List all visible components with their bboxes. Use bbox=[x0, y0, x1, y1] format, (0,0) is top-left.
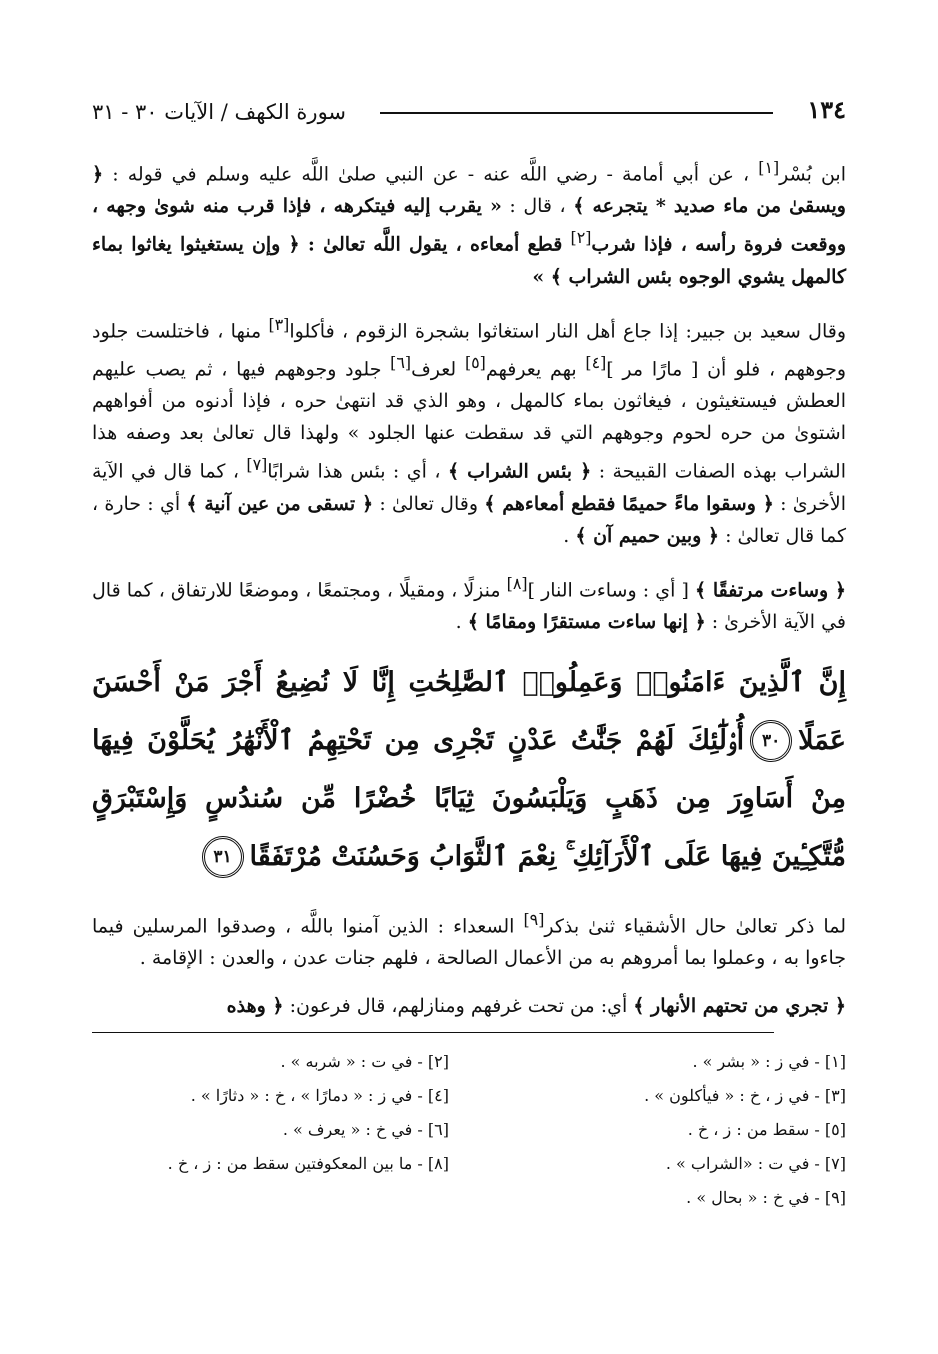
paragraph-hadith bbox=[92, 152, 846, 293]
paragraph-murtafaq bbox=[92, 568, 846, 638]
text-run: ، قال : bbox=[501, 195, 574, 218]
text-run: لعرف bbox=[411, 358, 465, 381]
footnote-5: [٥] - سقط من : ز ، خ . bbox=[687, 1120, 846, 1140]
text-run: جلود وجوههم فيها ، ثم يصب عليهم العطش فيستغيثون ، فيغاثون بماء كالمهل ، وهو الذي قد انتهىٰ حره ، فإذا أدنوه من أفواههم اشتوىٰ من حره لحوم وجوههم التي قد سقطت عنها الجلود » ولهذا قال تعالىٰ بعد وصفه هذا الشراب بهذه الصفات القبيحة : bbox=[92, 358, 846, 483]
surah-title: سورة الكهف / الآيات ٣٠ - ٣١ bbox=[92, 100, 347, 124]
quote-bold: « يقرب إليه فيتكرهه ، فإذا قرب منه شوىٰ وجهه ، ووقعت فروة رأسه ، فإذا شرب bbox=[92, 195, 846, 256]
quote-bold: ﴿ وبين حميم آن ﴾ bbox=[575, 524, 720, 547]
footnote-ref[interactable]: [٧] bbox=[246, 455, 268, 475]
ayah-31-text: أُو۟لَٰٓئِكَ لَهُمْ جَنَّٰتُ عَدْنٍ تَجْرِى مِن تَحْتِهِمُ ٱلْأَنْهَٰرُ يُحَلَّوْنَ فِيهَا مِنْ أَسَاوِرَ مِن ذَهَبٍ وَيَلْبَسُونَ ثِيَابًا خُضْرًا مِّن سُندُسٍ وَإِسْتَبْرَقٍ مُّتَّكِـِٔينَ فِيهَا عَلَى ٱلْأَرَآئِكِ ۚ نِعْمَ ٱلثَّوَابُ وَحَسُنَتْ مُرْتَفَقًا bbox=[92, 724, 846, 872]
text-run: . bbox=[455, 610, 468, 633]
text-run: وقال سعيد بن جبير: إذا جاع أهل النار استغاثوا بشجرة الزقوم ، فأكلوا bbox=[289, 319, 846, 342]
footnote-1: [١] - في ز : « بشر » . bbox=[692, 1052, 846, 1072]
paragraph-commentary bbox=[92, 904, 846, 974]
footnote-2: [٢] - في ت : « شربه » . bbox=[280, 1052, 449, 1072]
quote-bold: ﴿ إنها ساءت مستقرًا ومقامًا ﴾ bbox=[467, 610, 706, 633]
ayah-number-marker: ٣١ bbox=[202, 836, 244, 878]
header-rule bbox=[380, 112, 773, 114]
paragraph-rivers bbox=[92, 990, 846, 1022]
text-run: بهم يعرفهم bbox=[485, 358, 586, 381]
footnote-ref[interactable]: [١] bbox=[758, 158, 780, 177]
footnote-ref[interactable]: [٥] bbox=[464, 352, 486, 372]
text-run: ابن بُسْر bbox=[779, 163, 846, 186]
quran-verses bbox=[92, 654, 846, 886]
footnote-4: [٤] - في ز : « دمارًا » ، خ : « دثارًا » . bbox=[190, 1086, 449, 1106]
footnote-ref[interactable]: [٦] bbox=[390, 352, 412, 372]
footnote-ref[interactable]: [٨] bbox=[506, 573, 528, 593]
page-number: ١٣٤ bbox=[807, 95, 846, 124]
quote-bold: ﴿ بئس الشراب ﴾ bbox=[447, 460, 592, 483]
footnote-3: [٣] - في ز ، خ : « فيأكلون » . bbox=[644, 1086, 846, 1106]
quote-bold: ﴿ تسقى من عين آنية ﴾ bbox=[186, 492, 374, 515]
quote-bold: ﴿ تجري من تحتهم الأنهار ﴾ bbox=[633, 995, 846, 1018]
text-run: وقال تعالىٰ : bbox=[373, 492, 485, 515]
text-run: ، أي : بئس هذا شرابًا bbox=[267, 460, 448, 483]
quote-bold: قطع أمعاءه ، يقول اللَّه تعالىٰ : ﴿ وإن يستغيثوا يغاثوا بماء كالمهل يشوي الوجوه بئس الشراب ﴾ » bbox=[92, 233, 846, 288]
text-run: منزلًا ، ومقيلًا ، ومجتمعًا ، وموضعًا للارتفاق ، كما قال في الآية الأخرىٰ : bbox=[92, 578, 846, 633]
footnote-6: [٦] - في خ : « يعرف » . bbox=[282, 1120, 449, 1140]
quote-bold: ﴿ وهذه bbox=[226, 995, 284, 1018]
text-run: . bbox=[563, 524, 576, 547]
text-run: ، كما قال في الآية الأخرىٰ : bbox=[92, 460, 847, 515]
footnote-ref[interactable]: [٣] bbox=[268, 314, 290, 334]
footnote-ref[interactable]: [٩] bbox=[523, 909, 545, 929]
text-run: أي : حارة ، كما قال تعالىٰ : bbox=[92, 492, 846, 547]
text-run: السعداء : الذين آمنوا باللَّه ، وصدقوا المرسلين فيما جاءوا به ، وعملوا بما أمروهم به من الأعمال الصالحة ، فلهم جنات عدن ، والعدن : الإقامة . bbox=[92, 915, 846, 970]
paragraph-said-ibn-jubayr bbox=[92, 309, 846, 552]
text-run: ، عن أبي أمامة - رضي اللَّه عنه - عن النبي صلىٰ اللَّه عليه وسلم في قوله : bbox=[103, 163, 759, 186]
footnote-8: [٨] - ما بين المعكوفتين سقط من : ز ، خ . bbox=[167, 1154, 449, 1174]
ayah-30-text: إِنَّ ٱلَّذِينَ ءَامَنُوا۟ وَعَمِلُوا۟ ٱلصَّٰلِحَٰتِ إِنَّا لَا نُضِيعُ أَجْرَ مَنْ أَحْسَنَ عَمَلًا bbox=[92, 666, 846, 756]
footnote-divider bbox=[92, 1032, 774, 1033]
quote-bold: ﴿ ويسقىٰ من ماء صديد * يتجرعه ﴾ bbox=[92, 163, 846, 218]
footnote-ref[interactable]: [٢] bbox=[570, 228, 592, 248]
footnote-9: [٩] - في خ : « بحال » . bbox=[686, 1188, 846, 1208]
text-run: منها ، فاختلست جلود وجوههم ، فلو أن [ مارًا مر ] bbox=[92, 319, 846, 381]
text-run: أي: من تحت غرفهم ومنازلهم، قال فرعون: bbox=[283, 995, 634, 1018]
page-header bbox=[92, 88, 846, 124]
footnote-7: [٧] - في ت : «الشراب » . bbox=[665, 1154, 846, 1174]
text-run: [ أي : وساءت النار ] bbox=[527, 578, 696, 601]
footnote-ref[interactable]: [٤] bbox=[585, 352, 607, 372]
text-run: لما ذكر تعالىٰ حال الأشقياء ثنىٰ بذكر bbox=[544, 915, 846, 938]
quote-bold: ﴿ وساءت مرتفقًا ﴾ bbox=[695, 578, 846, 601]
ayah-number-marker: ٣٠ bbox=[750, 720, 792, 762]
footnotes bbox=[92, 1049, 846, 1211]
quote-bold: ﴿ وسقوا ماءً حميمًا فقطع أمعاءهم ﴾ bbox=[484, 492, 774, 515]
